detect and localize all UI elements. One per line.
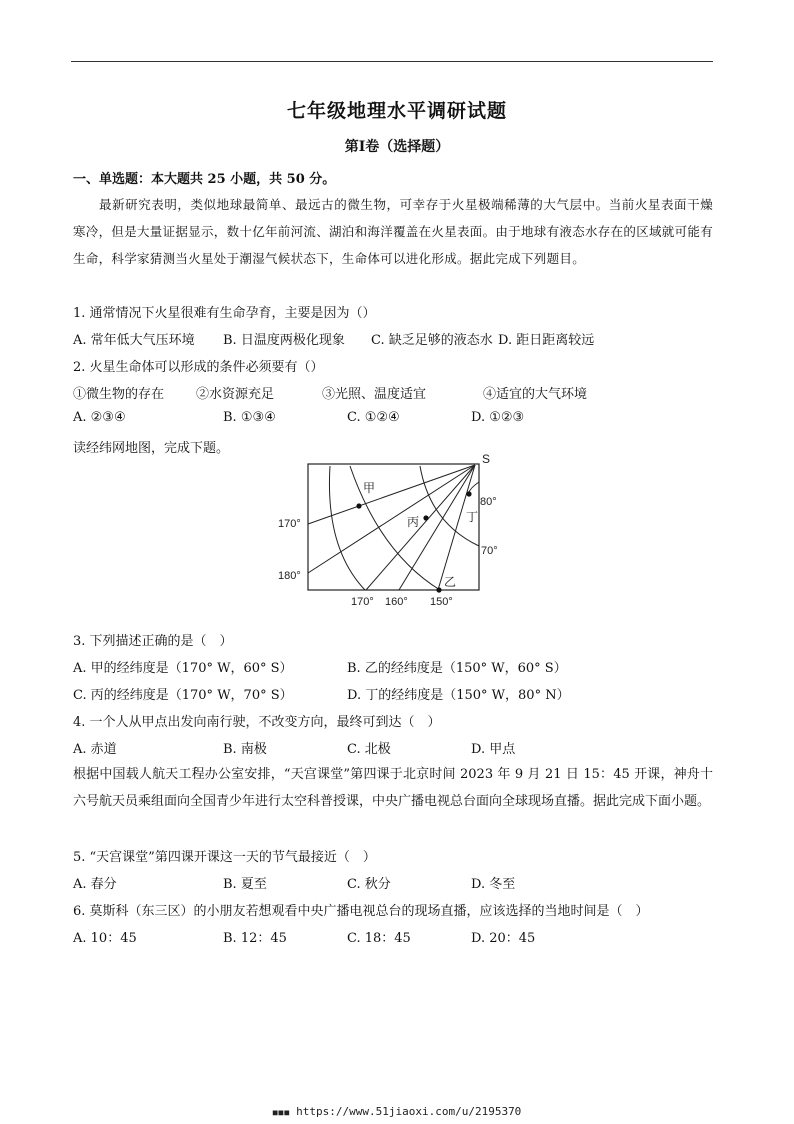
parallel-50 bbox=[329, 466, 365, 590]
meridian-170-left bbox=[308, 465, 475, 524]
q5-option-a: A. 春分 bbox=[73, 877, 117, 892]
map-intro: 读经纬网地图，完成下题。 bbox=[73, 441, 230, 456]
q4-option-b: B. 南极 bbox=[223, 742, 267, 757]
q6-option-a: A. 10：45 bbox=[73, 931, 137, 946]
q2-option-c: C. ①②④ bbox=[347, 410, 400, 425]
question-2-stem: 2. 火星生命体可以形成的条件必须要有（） bbox=[73, 360, 324, 375]
q5-option-b: B. 夏至 bbox=[223, 877, 267, 892]
q6-option-c: C. 18：45 bbox=[347, 931, 411, 946]
q2-condition-2: ②水资源充足 bbox=[196, 387, 275, 402]
question-4-stem: 4. 一个人从甲点出发向南行驶，不改变方向，最终可到达（ ） bbox=[73, 715, 441, 730]
q2-condition-3: ③光照、温度适宜 bbox=[322, 387, 427, 402]
passage-mars: 最新研究表明，类似地球最简单、最远古的微生物，可幸存于火星极端稀薄的大气层中。当前火星表面干燥寒冷，但是大量证据显示，数十亿年前河流、湖泊和海洋覆盖在火星表面。由于地球有液态水存在的区域就可能有生命，科学家猜测当火星处于潮湿气候状态下，生命体可以进化形成。据此完成下列题目。 bbox=[73, 197, 714, 266]
q2-option-b: B. ①③④ bbox=[223, 410, 276, 425]
q1-option-a: A. 常年低大气压环境 bbox=[73, 333, 195, 348]
q4-option-a: A. 赤道 bbox=[73, 742, 117, 757]
point-bing-label: 丙 bbox=[407, 515, 420, 529]
q3-option-a: A. 甲的经纬度是（170° W，60° S） bbox=[73, 661, 293, 676]
meridian-150 bbox=[438, 465, 475, 590]
q4-option-c: C. 北极 bbox=[347, 742, 391, 757]
q6-option-b: B. 12：45 bbox=[223, 931, 287, 946]
q1-option-d: D. 距日距离较远 bbox=[498, 333, 595, 348]
q1-option-c: C. 缺乏足够的液态水 bbox=[371, 333, 493, 348]
point-ding-label: 丁 bbox=[466, 510, 479, 524]
q1-option-b: B. 日温度两极化现象 bbox=[223, 333, 345, 348]
lon-label-left-180: 180° bbox=[278, 570, 301, 582]
lon-label-bottom-170: 170° bbox=[351, 596, 374, 608]
q3-option-d: D. 丁的经纬度是（150° W，80° N） bbox=[347, 688, 570, 703]
lon-label-left-170: 170° bbox=[278, 518, 301, 530]
question-6-stem: 6. 莫斯科（东三区）的小朋友若想观看中央广播电视总台的现场直播，应该选择的当地时间是（ ） bbox=[73, 904, 649, 919]
point-jia-label: 甲 bbox=[363, 481, 376, 495]
footer-mark: ■■■ bbox=[272, 1108, 291, 1117]
meridian-180 bbox=[308, 465, 475, 573]
q3-option-b: B. 乙的经纬度是（150° W，60° S） bbox=[347, 661, 567, 676]
page-subtitle: 第Ⅰ卷（选择题） bbox=[344, 139, 450, 155]
point-yi-marker bbox=[436, 587, 441, 592]
q4-option-d: D. 甲点 bbox=[471, 742, 516, 757]
graticule-map bbox=[270, 448, 510, 614]
question-3-stem: 3. 下列描述正确的是（ ） bbox=[73, 634, 233, 649]
q2-condition-4: ④适宜的大气环境 bbox=[483, 387, 588, 402]
question-1-stem: 1. 通常情况下火星很难有生命孕育，主要是因为（） bbox=[73, 306, 376, 321]
lon-label-bottom-150: 150° bbox=[430, 596, 453, 608]
footer-url[interactable]: https://www.51jiaoxi.com/u/2195370 bbox=[296, 1105, 522, 1118]
footer bbox=[0, 1105, 794, 1118]
point-bing-marker bbox=[423, 515, 428, 520]
q2-condition-1: ①微生物的存在 bbox=[73, 387, 165, 402]
lat-label-80: 80° bbox=[480, 496, 497, 508]
lat-label-70: 70° bbox=[481, 545, 498, 557]
section-heading: 一、单选题：本大题共 25 小题，共 50 分。 bbox=[73, 172, 336, 187]
pole-label: S bbox=[482, 452, 491, 466]
point-jia-marker bbox=[356, 503, 361, 508]
q2-option-a: A. ②③④ bbox=[73, 410, 126, 425]
q5-option-d: D. 冬至 bbox=[471, 877, 516, 892]
lon-label-bottom-160: 160° bbox=[385, 596, 408, 608]
page-title: 七年级地理水平调研试题 bbox=[286, 100, 507, 122]
q6-option-d: D. 20：45 bbox=[471, 931, 536, 946]
q2-option-d: D. ①②③ bbox=[471, 410, 525, 425]
header-rule bbox=[71, 61, 713, 62]
q5-option-c: C. 秋分 bbox=[347, 877, 391, 892]
q3-option-c: C. 丙的经纬度是（170° W，70° S） bbox=[73, 688, 293, 703]
point-yi-label: 乙 bbox=[444, 575, 457, 589]
question-5-stem: 5. “天宫课堂”第四课开课这一天的节气最接近（ ） bbox=[73, 850, 376, 865]
passage-tiangong: 根据中国载人航天工程办公室安排，“天宫课堂”第四课于北京时间 2023 年 9 月 21 日 15：45 开课，神舟十六号航天员乘组面向全国青少年进行太空科普授课，中央广播电视总台面向全球现场直播。据此完成下面小题。 bbox=[73, 767, 713, 809]
point-ding-marker bbox=[466, 491, 471, 496]
